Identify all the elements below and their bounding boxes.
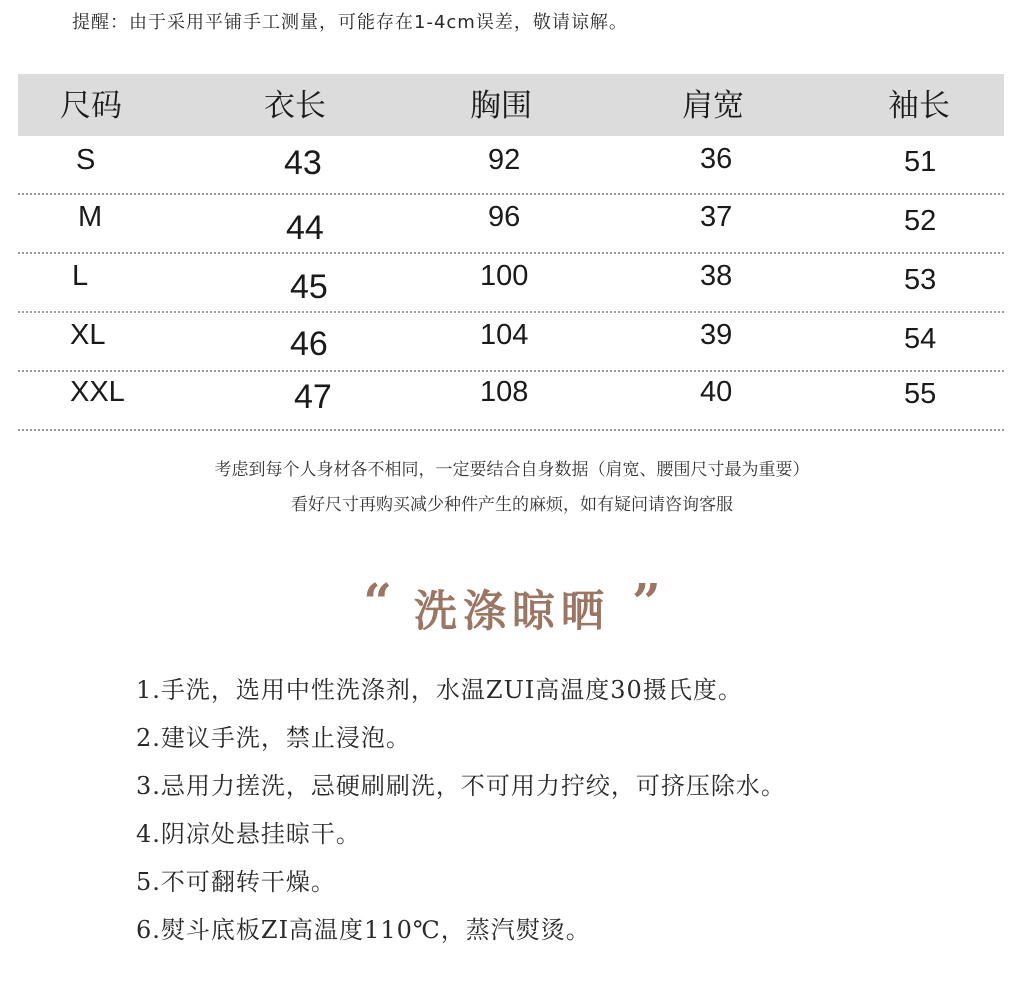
cell-length: 47 (294, 378, 332, 416)
cell-size: XL (70, 319, 106, 351)
cell-chest: 96 (488, 201, 521, 233)
cell-shoulder: 36 (700, 143, 733, 175)
list-item: 3.忌用力搓洗，忌硬刷刷洗，不可用力拧绞，可挤压除水。 (136, 772, 786, 800)
cell-size: XXL (70, 376, 125, 408)
cell-size: M (78, 201, 103, 233)
care-title-text: 洗涤晾晒 (414, 587, 610, 637)
cell-length: 46 (290, 325, 328, 363)
size-advice-note: 考虑到每个人身材各不相同，一定要结合自身数据（肩宽、腰围尺寸最为重要） (214, 460, 810, 480)
cell-chest: 108 (480, 376, 529, 408)
cell-sleeve: 53 (904, 264, 937, 296)
cell-sleeve: 54 (904, 323, 937, 355)
cell-chest: 92 (488, 144, 521, 176)
care-section-title (0, 572, 1024, 639)
cell-size: S (76, 144, 96, 176)
contact-service-note: 看好尺寸再购买减少种件产生的麻烦，如有疑问请咨询客服 (291, 495, 733, 515)
header-chest: 胸围 (470, 88, 532, 124)
cell-size: L (72, 260, 89, 292)
size-chart-table (18, 74, 1004, 431)
cell-length: 45 (290, 268, 328, 306)
cell-shoulder: 38 (700, 260, 733, 292)
header-sleeve: 袖长 (888, 88, 950, 124)
cell-sleeve: 52 (904, 205, 937, 237)
table-row (18, 254, 1004, 313)
table-row (18, 372, 1004, 431)
cell-length: 43 (284, 144, 322, 182)
cell-sleeve: 51 (904, 146, 937, 178)
header-length: 衣长 (264, 88, 326, 124)
list-item: 6.熨斗底板ZI高温度110℃，蒸汽熨烫。 (136, 916, 591, 944)
cell-shoulder: 39 (700, 319, 733, 351)
care-instructions-list (136, 670, 786, 958)
table-row (18, 313, 1004, 372)
cell-sleeve: 55 (904, 378, 937, 410)
cell-shoulder: 37 (700, 201, 733, 233)
list-item: 2.建议手洗，禁止浸泡。 (136, 724, 411, 752)
list-item: 5.不可翻转干燥。 (136, 868, 336, 896)
cell-chest: 100 (480, 260, 529, 292)
cell-shoulder: 40 (700, 376, 733, 408)
table-row (18, 195, 1004, 254)
size-chart-header (18, 74, 1004, 136)
measurement-notice: 提醒：由于采用平铺手工测量，可能存在1-4cm误差，敬请谅解。 (72, 12, 628, 33)
cell-length: 44 (286, 209, 324, 247)
cell-chest: 104 (480, 319, 529, 351)
header-size: 尺码 (60, 88, 122, 124)
list-item: 1.手洗，选用中性洗涤剂，水温ZUI高温度30摄氏度。 (136, 676, 743, 704)
open-quote: “ (363, 572, 392, 631)
close-quote: ” (632, 572, 661, 631)
list-item: 4.阴凉处悬挂晾干。 (136, 820, 361, 848)
table-row (18, 136, 1004, 195)
header-shoulder: 肩宽 (682, 88, 744, 124)
